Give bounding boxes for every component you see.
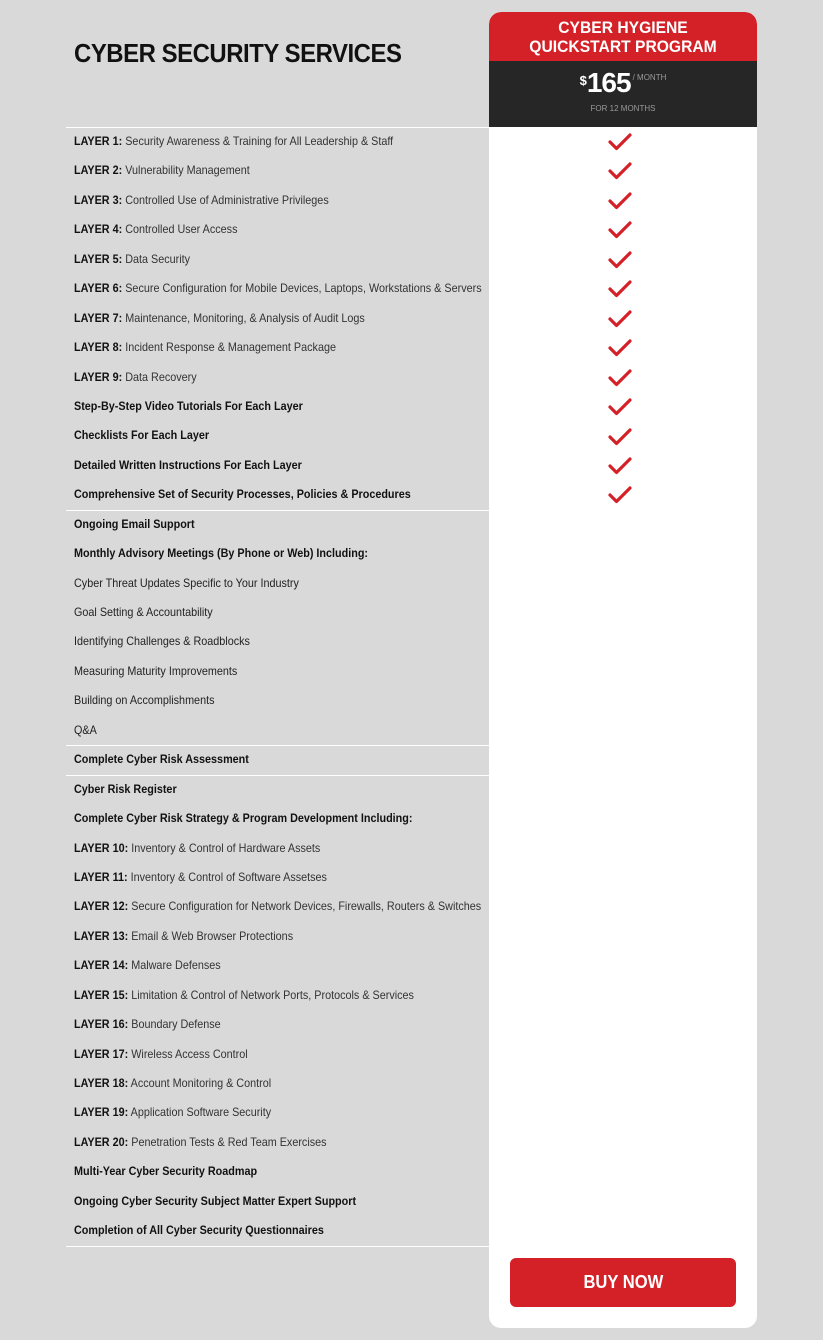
feature-label: Checklists For Each Layer bbox=[74, 428, 210, 443]
feature-label: Goal Setting & Accountability bbox=[74, 605, 213, 619]
buy-now-label: BUY NOW bbox=[583, 1272, 663, 1292]
feature-row bbox=[66, 156, 489, 185]
feature-row bbox=[66, 804, 489, 833]
feature-row bbox=[66, 981, 489, 1010]
plan-price-box bbox=[489, 61, 757, 127]
feature-row bbox=[66, 245, 489, 274]
feature-label: Ongoing Cyber Security Subject Matter Expert Support bbox=[74, 1193, 357, 1208]
feature-row bbox=[66, 1040, 489, 1069]
section-divider bbox=[66, 510, 489, 511]
plan-title-line2: QUICKSTART PROGRAM bbox=[529, 37, 717, 56]
feature-description: Controlled User Access bbox=[125, 222, 238, 237]
feature-row bbox=[66, 127, 489, 156]
feature-description: Inventory & Control of Hardware Assets bbox=[131, 840, 321, 855]
feature-row bbox=[66, 333, 489, 362]
feature-description: Incident Response & Management Package bbox=[125, 340, 336, 355]
feature-layer-tag: LAYER 16: bbox=[74, 1017, 129, 1032]
feature-row bbox=[66, 892, 489, 921]
feature-layer-tag: LAYER 14: bbox=[74, 958, 129, 973]
feature-row bbox=[66, 215, 489, 244]
plan-title-line1: CYBER HYGIENE bbox=[558, 18, 688, 37]
feature-label: Cyber Threat Updates Specific to Your Industry bbox=[74, 575, 299, 590]
feature-label: Complete Cyber Risk Strategy & Program Development Including: bbox=[74, 811, 413, 826]
feature-layer-tag: LAYER 6: bbox=[74, 281, 123, 296]
feature-label: Cyber Risk Register bbox=[74, 781, 177, 796]
feature-layer-tag: LAYER 1: bbox=[74, 134, 123, 148]
feature-row bbox=[66, 657, 489, 686]
feature-row bbox=[66, 392, 489, 421]
feature-row bbox=[66, 1128, 489, 1157]
checkmark-icon bbox=[608, 192, 632, 210]
feature-description: Data Recovery bbox=[125, 369, 197, 384]
feature-description: Data Security bbox=[125, 251, 191, 266]
feature-row bbox=[66, 598, 489, 627]
feature-description: Controlled Use of Administrative Privileges bbox=[125, 192, 329, 207]
price-period: / MONTH bbox=[632, 73, 667, 82]
feature-description: Email & Web Browser Protections bbox=[131, 928, 294, 943]
feature-layer-tag: LAYER 11: bbox=[74, 869, 128, 884]
feature-layer-tag: LAYER 12: bbox=[74, 899, 129, 914]
feature-label: Detailed Written Instructions For Each Layer bbox=[74, 457, 302, 472]
feature-row bbox=[66, 274, 489, 303]
section-divider bbox=[66, 127, 489, 128]
feature-label: Multi-Year Cyber Security Roadmap bbox=[74, 1164, 258, 1179]
checkmark-icon bbox=[608, 428, 632, 446]
checkmark-icon bbox=[608, 369, 632, 387]
feature-row bbox=[66, 1187, 489, 1216]
feature-row bbox=[66, 363, 489, 392]
feature-label: Measuring Maturity Improvements bbox=[74, 663, 238, 678]
feature-row bbox=[66, 686, 489, 715]
feature-label: Step-By-Step Video Tutorials For Each Layer bbox=[74, 398, 303, 413]
feature-label: Monthly Advisory Meetings (By Phone or Web) Including: bbox=[74, 546, 369, 561]
price-currency: $ bbox=[579, 73, 587, 88]
feature-description: Secure Configuration for Network Devices, Firewalls, Routers & Switches bbox=[131, 899, 482, 914]
feature-row bbox=[66, 1098, 489, 1127]
feature-description: Secure Configuration for Mobile Devices, Laptops, Workstations & Servers bbox=[125, 281, 482, 296]
feature-row bbox=[66, 951, 489, 980]
price-duration: FOR 12 MONTHS bbox=[590, 104, 656, 113]
feature-row bbox=[66, 186, 489, 215]
feature-layer-tag: LAYER 15: bbox=[74, 987, 129, 1002]
feature-description: Wireless Access Control bbox=[131, 1046, 248, 1061]
feature-label: Comprehensive Set of Security Processes, Policies & Procedures bbox=[74, 487, 411, 502]
checkmark-icon bbox=[608, 221, 632, 239]
checkmark-icon bbox=[608, 310, 632, 328]
feature-layer-tag: LAYER 7: bbox=[74, 310, 123, 325]
checkmark-icon bbox=[608, 457, 632, 475]
feature-description: Account Monitoring & Control bbox=[130, 1076, 272, 1090]
feature-row bbox=[66, 627, 489, 656]
feature-description: Boundary Defense bbox=[131, 1017, 221, 1032]
checkmark-icon bbox=[608, 339, 632, 357]
checkmark-icon bbox=[608, 398, 632, 416]
feature-description: Inventory & Control of Software Assetses bbox=[130, 869, 327, 884]
feature-row bbox=[66, 1010, 489, 1039]
feature-label: Complete Cyber Risk Assessment bbox=[74, 752, 249, 767]
feature-layer-tag: LAYER 9: bbox=[74, 369, 123, 384]
feature-layer-tag: LAYER 3: bbox=[74, 192, 123, 207]
feature-label: Building on Accomplishments bbox=[74, 693, 215, 708]
feature-row bbox=[66, 510, 489, 539]
feature-row bbox=[66, 775, 489, 804]
feature-row bbox=[66, 421, 489, 450]
feature-description: Maintenance, Monitoring, & Analysis of Audit Logs bbox=[125, 310, 365, 325]
feature-label: Q&A bbox=[74, 722, 97, 737]
checkmark-icon bbox=[608, 251, 632, 269]
feature-layer-tag: LAYER 20: bbox=[74, 1134, 129, 1149]
feature-row bbox=[66, 922, 489, 951]
page-title: CYBER SECURITY SERVICES bbox=[74, 38, 402, 68]
feature-row bbox=[66, 716, 489, 745]
feature-description: Limitation & Control of Network Ports, Protocols & Services bbox=[131, 987, 414, 1002]
feature-layer-tag: LAYER 10: bbox=[74, 840, 129, 855]
feature-row bbox=[66, 451, 489, 480]
feature-layer-tag: LAYER 17: bbox=[74, 1046, 129, 1061]
feature-description: Application Software Security bbox=[130, 1105, 272, 1120]
price-row bbox=[489, 67, 757, 99]
feature-layer-tag: LAYER 8: bbox=[74, 340, 123, 355]
feature-row bbox=[66, 1157, 489, 1186]
feature-description: Vulnerability Management bbox=[125, 163, 250, 178]
feature-layer-tag: LAYER 2: bbox=[74, 163, 123, 178]
buy-now-button[interactable] bbox=[510, 1258, 736, 1307]
feature-row bbox=[66, 480, 489, 509]
feature-label: Completion of All Cyber Security Questionnaires bbox=[74, 1223, 324, 1238]
feature-row bbox=[66, 1216, 489, 1245]
feature-label: Identifying Challenges & Roadblocks bbox=[74, 634, 250, 649]
feature-layer-tag: LAYER 18: bbox=[74, 1076, 129, 1090]
feature-row bbox=[66, 745, 489, 774]
checkmark-icon bbox=[608, 486, 632, 504]
feature-row bbox=[66, 834, 489, 863]
section-divider bbox=[66, 775, 489, 776]
feature-row bbox=[66, 539, 489, 568]
price-amount: 165 bbox=[586, 67, 631, 98]
plan-header bbox=[489, 12, 757, 61]
feature-layer-tag: LAYER 5: bbox=[74, 251, 123, 266]
feature-layer-tag: LAYER 19: bbox=[74, 1105, 129, 1120]
section-divider bbox=[66, 1246, 489, 1247]
feature-description: Security Awareness & Training for All Leadership & Staff bbox=[125, 134, 394, 148]
feature-row bbox=[66, 1069, 489, 1098]
feature-row bbox=[66, 863, 489, 892]
feature-row bbox=[66, 569, 489, 598]
checkmark-icon bbox=[608, 280, 632, 298]
feature-description: Malware Defenses bbox=[131, 958, 221, 973]
checkmark-icon bbox=[608, 162, 632, 180]
feature-layer-tag: LAYER 4: bbox=[74, 222, 123, 237]
checkmark-icon bbox=[608, 133, 632, 151]
feature-description: Penetration Tests & Red Team Exercises bbox=[131, 1134, 327, 1149]
feature-label: Ongoing Email Support bbox=[74, 516, 195, 531]
section-divider bbox=[66, 745, 489, 746]
feature-list bbox=[66, 127, 489, 1246]
feature-row bbox=[66, 304, 489, 333]
feature-layer-tag: LAYER 13: bbox=[74, 928, 129, 943]
